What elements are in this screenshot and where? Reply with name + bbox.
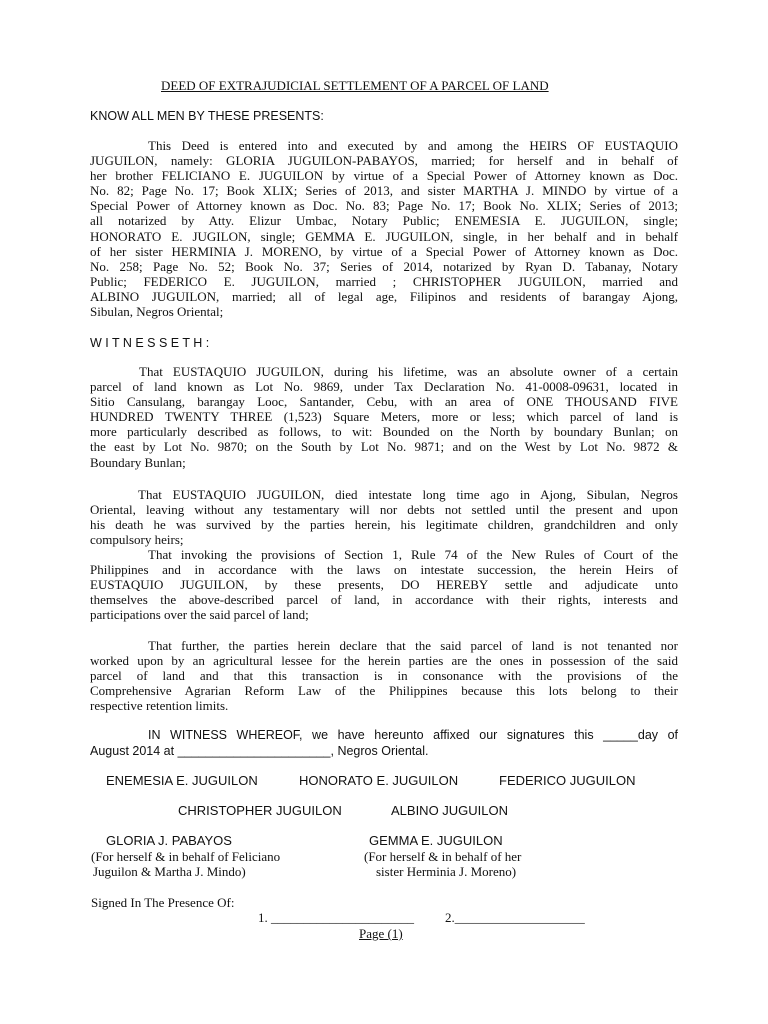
ownership-line: the east by Lot No. 9870; on the South by Lot No. 9871; and on the West by Lot No. 9872 & [90, 439, 678, 455]
greeting: KNOW ALL MEN BY THESE PRESENTS: [90, 109, 324, 123]
signatory-albino: ALBINO JUGUILON [391, 803, 509, 818]
gloria-note: (For herself & in behalf of Feliciano [91, 849, 281, 864]
witnesseth-heading: W I T N E S S E T H : [90, 336, 210, 350]
ownership-line: HUNDRED TWENTY THREE (1,523) Square Meters, more or less; which parcel of land is [90, 409, 678, 425]
signatory-honorato: HONORATO E. JUGUILON [299, 773, 459, 788]
ownership-line: Sitio Cansulang, barangay Looc, Santander, Cebu, with an area of ONE THOUSAND FIVE [90, 394, 678, 410]
intro-line: This Deed is entered into and executed by and among the HEIRS OF EUSTAQUIO [148, 138, 678, 153]
signatory-gemma: GEMMA E. JUGUILON [369, 833, 503, 848]
settlement-line: EUSTAQUIO JUGUILON, by these presents, DO HEREBY settle and adjudicate unto [90, 577, 678, 593]
signatory-gloria: GLORIA J. PABAYOS [106, 833, 232, 848]
intro-line: Public; FEDERICO E. JUGUILON, married ; CHRISTOPHER JUGUILON, married and [90, 273, 678, 289]
intro-line: ALBINO JUGUILON, married; all of legal age, Filipinos and residents of barangay Ajong, [90, 288, 678, 304]
tenancy-line: parcel of land and that this transaction is in consonance with the provisions of the [90, 668, 678, 684]
intestate-paragraph [90, 487, 678, 547]
intro-line: of her sister HERMINIA J. MORENO, by virtue of a Special Power of Attorney known as Doc. [90, 243, 678, 259]
settlement-line: themselves the above-described parcel of land, in accordance with their rights, interests and [90, 592, 678, 608]
witness-whereof-line: August 2014 at ______________________, Negros Oriental. [90, 743, 429, 758]
witness-signature-line-1: 1. ______________________ [258, 910, 414, 925]
intro-line: No. 258; Page No. 52; Book No. 37; Series of 2014, notarized by Ryan D. Tabanay, Notary [90, 258, 678, 274]
gloria-note: Juguilon & Martha J. Mindo) [93, 864, 246, 879]
intro-line: all notarized by Atty. Elizur Umbac, Notary Public; ENEMESIA E. JUGUILON, single; [90, 213, 678, 229]
ownership-line: Boundary Bunlan; [90, 454, 186, 470]
settlement-line: That invoking the provisions of Section 1, Rule 74 of the New Rules of Court of the [148, 547, 678, 562]
intro-line: Special Power of Attorney known as Doc. No. 83; Page No. 17; Book No. XLIX; Series of 2013; [90, 198, 678, 214]
ownership-line: That EUSTAQUIO JUGUILON, during his lifetime, was an absolute owner of a certain [139, 364, 678, 379]
ownership-line: more particularly described as follows, to wit: Bounded on the North by boundary Bunlan; on [90, 424, 678, 440]
gemma-note: sister Herminia J. Moreno) [376, 864, 517, 879]
intestate-line: Oriental, leaving without any testamentary will nor debts not settled until the present and upon [90, 502, 678, 518]
tenancy-line: respective retention limits. [90, 698, 229, 714]
witness-signature-line-2: 2.____________________ [445, 910, 585, 925]
intro-paragraph [90, 138, 678, 319]
tenancy-paragraph [90, 638, 678, 713]
tenancy-line: worked upon by an agricultural lessee for the herein parties are the ones in possession of the said [90, 653, 678, 669]
signatory-enemesia: ENEMESIA E. JUGUILON [106, 773, 258, 788]
ownership-line: parcel of land known as Lot No. 9869, under Tax Declaration No. 41-0008-09631, located in [90, 379, 678, 395]
settlement-paragraph [90, 547, 678, 622]
page-number: Page (1) [359, 926, 403, 941]
gemma-note: (For herself & in behalf of her [364, 849, 522, 864]
witness-whereof-paragraph [90, 728, 678, 759]
settlement-line: Philippines and in accordance with the laws on intestate succession, the herein Heirs of [90, 562, 678, 578]
intro-line: JUGUILON, namely: GLORIA JUGUILON-PABAYOS, married; for herself and in behalf of [90, 153, 678, 169]
intro-line: HONORATO E. JUGILON, single; GEMMA E. JUGUILON, single, in her behalf and in behalf [90, 228, 678, 244]
intro-line: Sibulan, Negros Oriental; [90, 304, 224, 320]
intro-line: No. 82; Page No. 17; Book XLIX; Series of 2013, and sister MARTHA J. MINDO by virtue of a [90, 183, 678, 199]
signatory-christopher: CHRISTOPHER JUGUILON [178, 803, 342, 818]
signatory-federico: FEDERICO JUGUILON [499, 773, 636, 788]
intestate-line: That EUSTAQUIO JUGUILON, died intestate long time ago in Ajong, Sibulan, Negros [138, 487, 678, 502]
intestate-line: his death he was survived by the parties herein, his legitimate children, grandchildren and only [90, 517, 678, 533]
presence-label: Signed In The Presence Of: [91, 895, 235, 910]
intro-line: her brother FELICIANO E. JUGUILON by virtue of a Special Power of Attorney known as Doc. [90, 168, 678, 184]
tenancy-line: Comprehensive Agrarian Reform Law of the Philippines because this lots belong to their [90, 683, 678, 699]
intestate-line: compulsory heirs; [90, 532, 184, 548]
settlement-line: participations over the said parcel of land; [90, 607, 309, 623]
ownership-paragraph [90, 364, 678, 470]
witness-whereof-line: IN WITNESS WHEREOF, we have hereunto affixed our signatures this _____day of [148, 728, 678, 742]
tenancy-line: That further, the parties herein declare that the said parcel of land is not tenanted nor [148, 638, 678, 653]
document-title: DEED OF EXTRAJUDICIAL SETTLEMENT OF A PARCEL OF LAND [161, 78, 549, 93]
